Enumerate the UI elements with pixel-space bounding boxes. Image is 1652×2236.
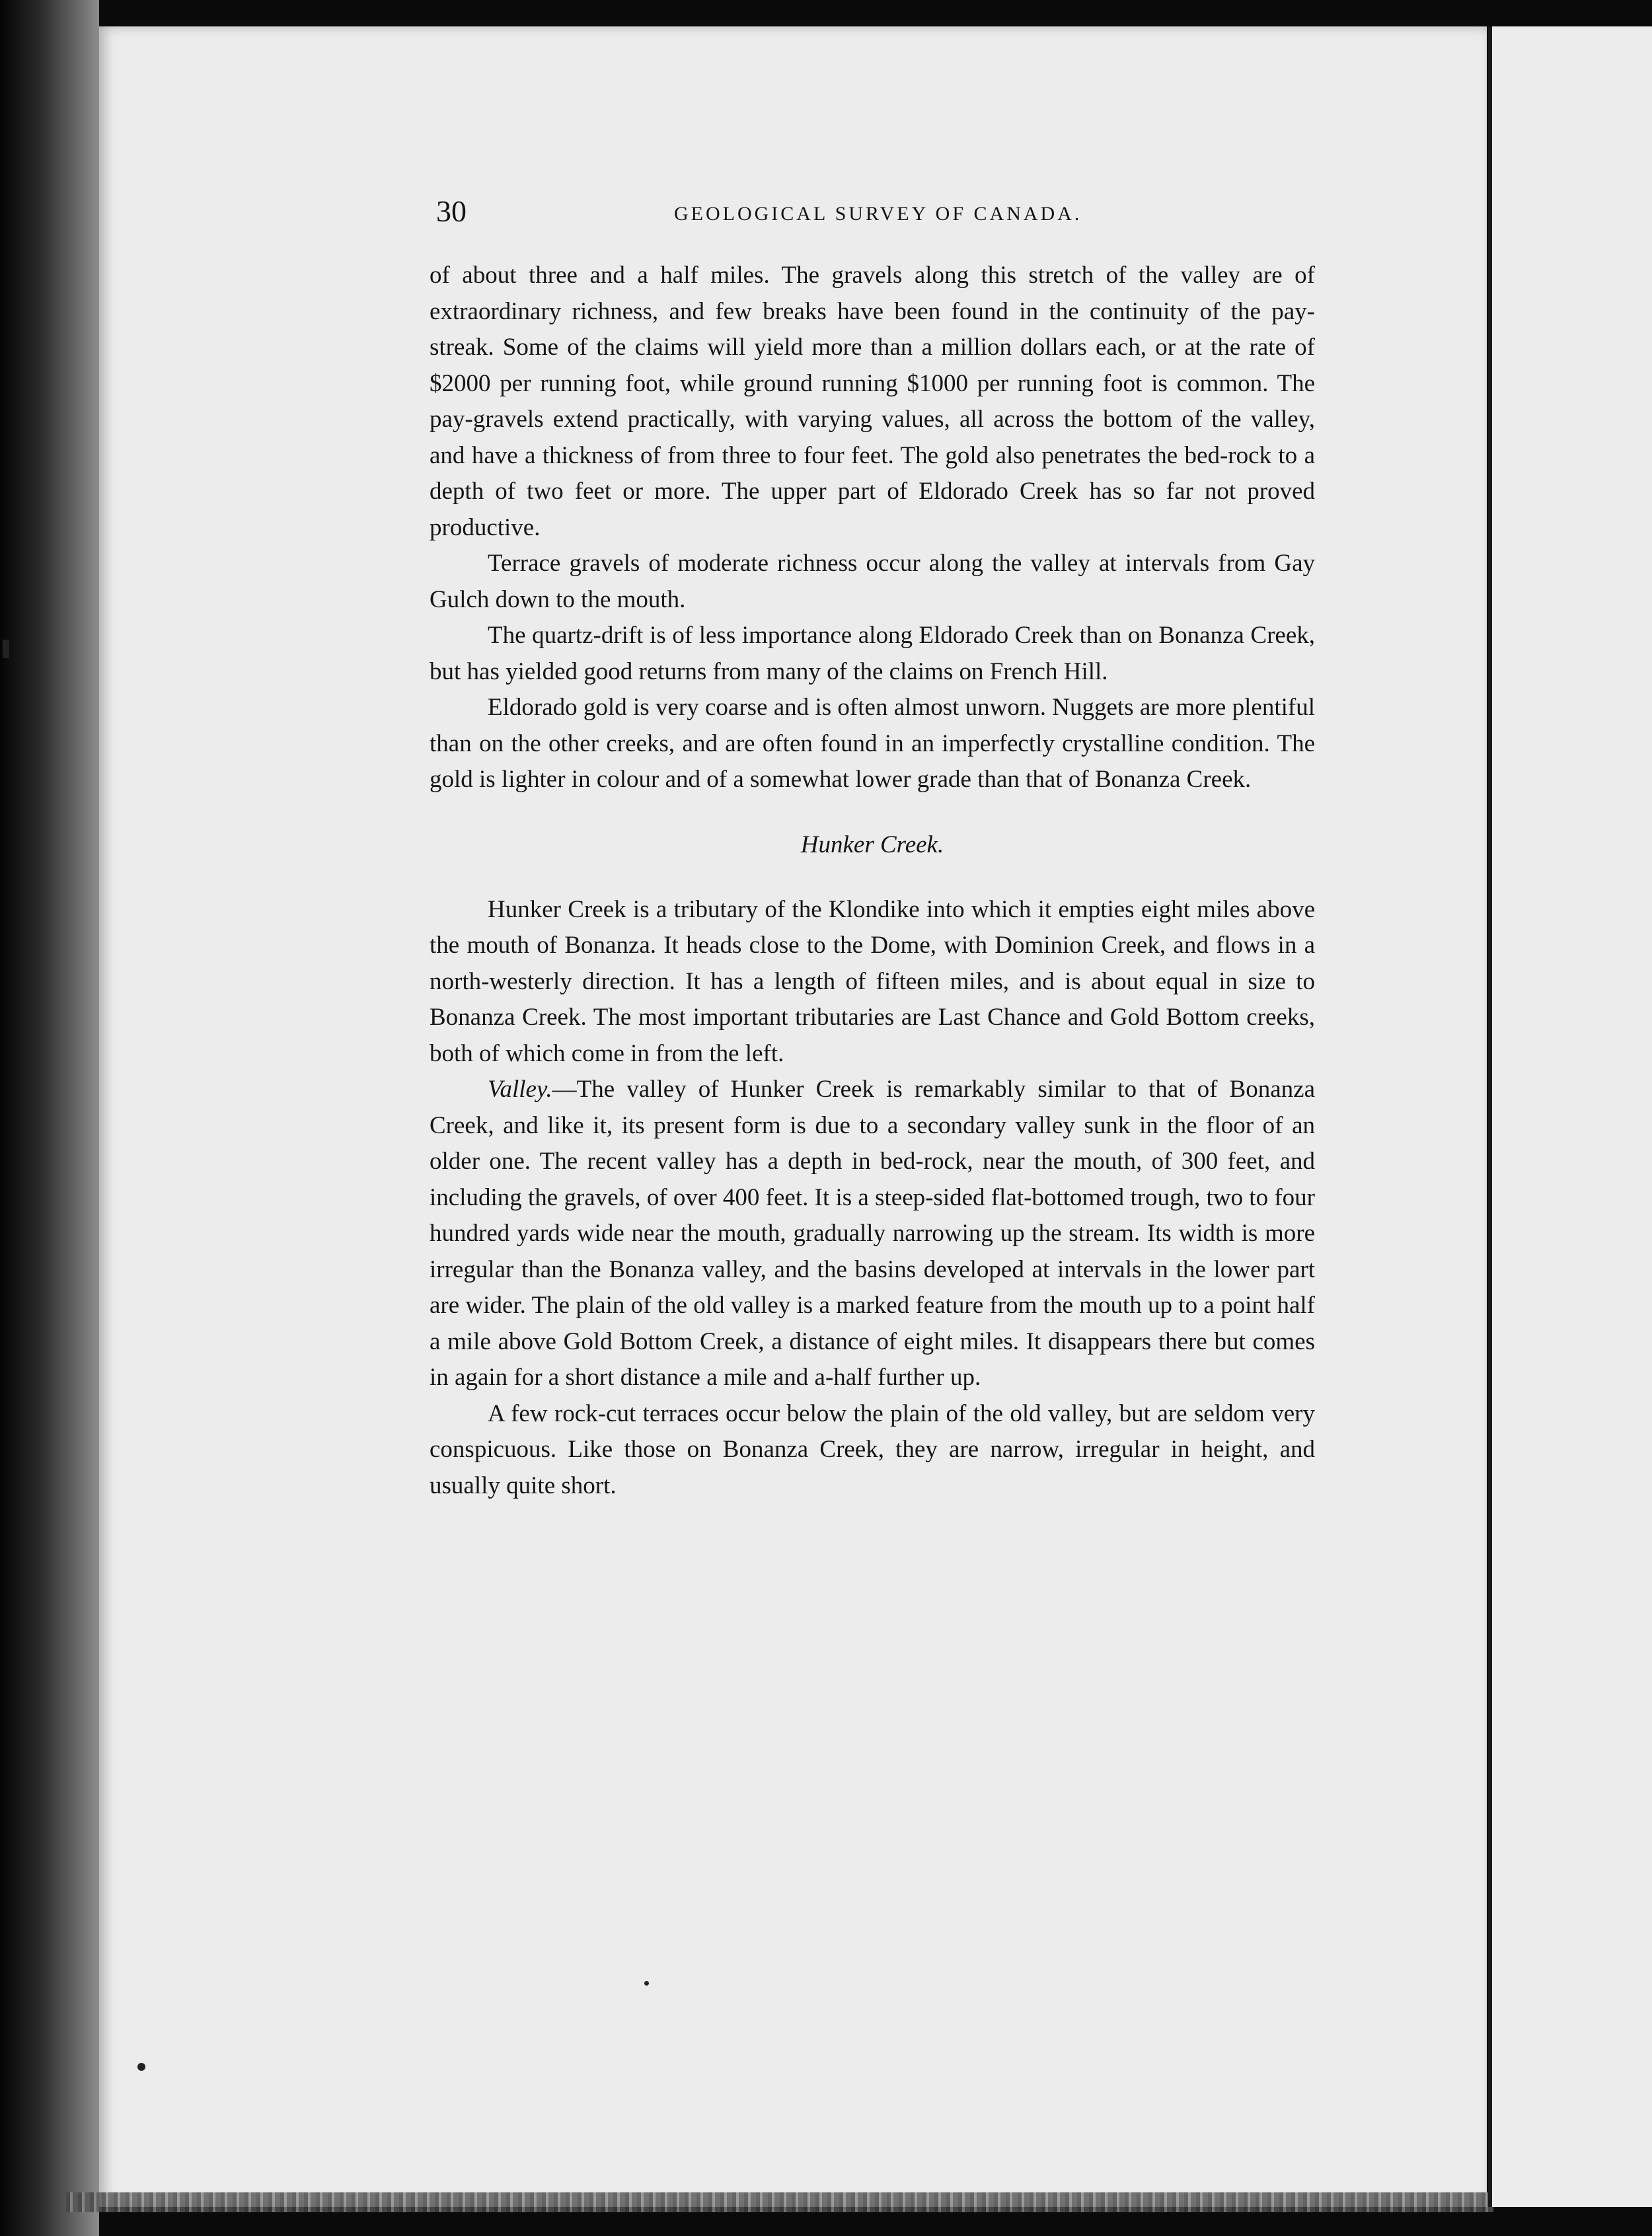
paragraph-terrace-gravels: Terrace gravels of moderate richness occur along the valley at intervals from Gay Gulch down to the mouth.	[430, 550, 1315, 613]
valley-paragraph-text: —The valley of Hunker Creek is remarkably similar to that of Bonanza Creek, and like it, its present form is due to a secondary valley sunk in the floor of an older one. The recent valley has a depth in bed-rock, near the mouth, of 300 feet, and including the gravels, of over 400 feet. It is a steep-sided flat-bottomed trough, two to four hundred yards wide near the mouth, gradually narrowing up the stream. Its width is more irregular than the Bonanza valley, and the basins developed at intervals in the lower part are wider. The plain of the old valley is a marked feature from the mouth up to a point half a mile above Gold Bottom Creek, a distance of eight miles. It disappears there but comes in again for a short distance a mile and a-half further up.	[430, 1076, 1315, 1391]
page-body-text	[430, 258, 1315, 1504]
valley-side-heading: Valley.	[488, 1076, 552, 1103]
section-heading: Hunker Creek.	[800, 831, 944, 858]
paragraph-eldorado-gold: Eldorado gold is very coarse and is often almost unworn. Nuggets are more plentiful than on the other creeks, and are often found in an imperfectly crystalline condition. The gold is lighter in colour and of a somewhat lower grade than that of Bonanza Creek.	[430, 694, 1315, 793]
page-header	[436, 192, 1322, 231]
running-head: GEOLOGICAL SURVEY OF CANADA.	[674, 203, 1082, 225]
scan-speck	[644, 1981, 649, 1986]
book-binding-edge	[0, 0, 99, 2236]
adjacent-page-edge	[1488, 26, 1652, 2207]
page-bottom-edge	[66, 2192, 1493, 2212]
paragraph-hunker-creek: Hunker Creek is a tributary of the Klondike into which it empties eight miles above the mouth of Bonanza. It heads close to the Dome, with Dominion Creek, and flows in a north-westerly direction. It has a length of fifteen miles, and is about equal in size to Bonanza Creek. The most important tributaries are Last Chance and Gold Bottom creeks, both of which come in from the left.	[430, 895, 1315, 1067]
paragraph-rock-cut-terraces: A few rock-cut terraces occur below the plain of the old valley, but are seldom very conspicuous. Like those on Bonanza Creek, they are narrow, irregular in height, and usually quite short.	[430, 1399, 1315, 1499]
scan-speck	[3, 640, 9, 658]
scan-speck	[137, 2063, 145, 2071]
page-number: 30	[436, 194, 467, 228]
paragraph-quartz-drift: The quartz-drift is of less importance along Eldorado Creek than on Bonanza Creek, but has yielded good returns from many of the claims on French Hill.	[430, 622, 1315, 685]
paragraph-valley	[430, 1072, 1315, 1396]
paragraph-continuation: of about three and a half miles. The gravels along this stretch of the valley are of extraordinary richness, and few breaks have been found in the continuity of the pay-streak. Some of the claims will yield more than a million dollars each, or at the rate of $2000 per running foot, while ground running $1000 per running foot is common. The pay-gravels extend practically, with varying values, all across the bottom of the valley, and have a thickness of from three to four feet. The gold also penetrates the bed-rock to a depth of two feet or more. The upper part of Eldorado Creek has so far not proved productive.	[430, 262, 1315, 541]
